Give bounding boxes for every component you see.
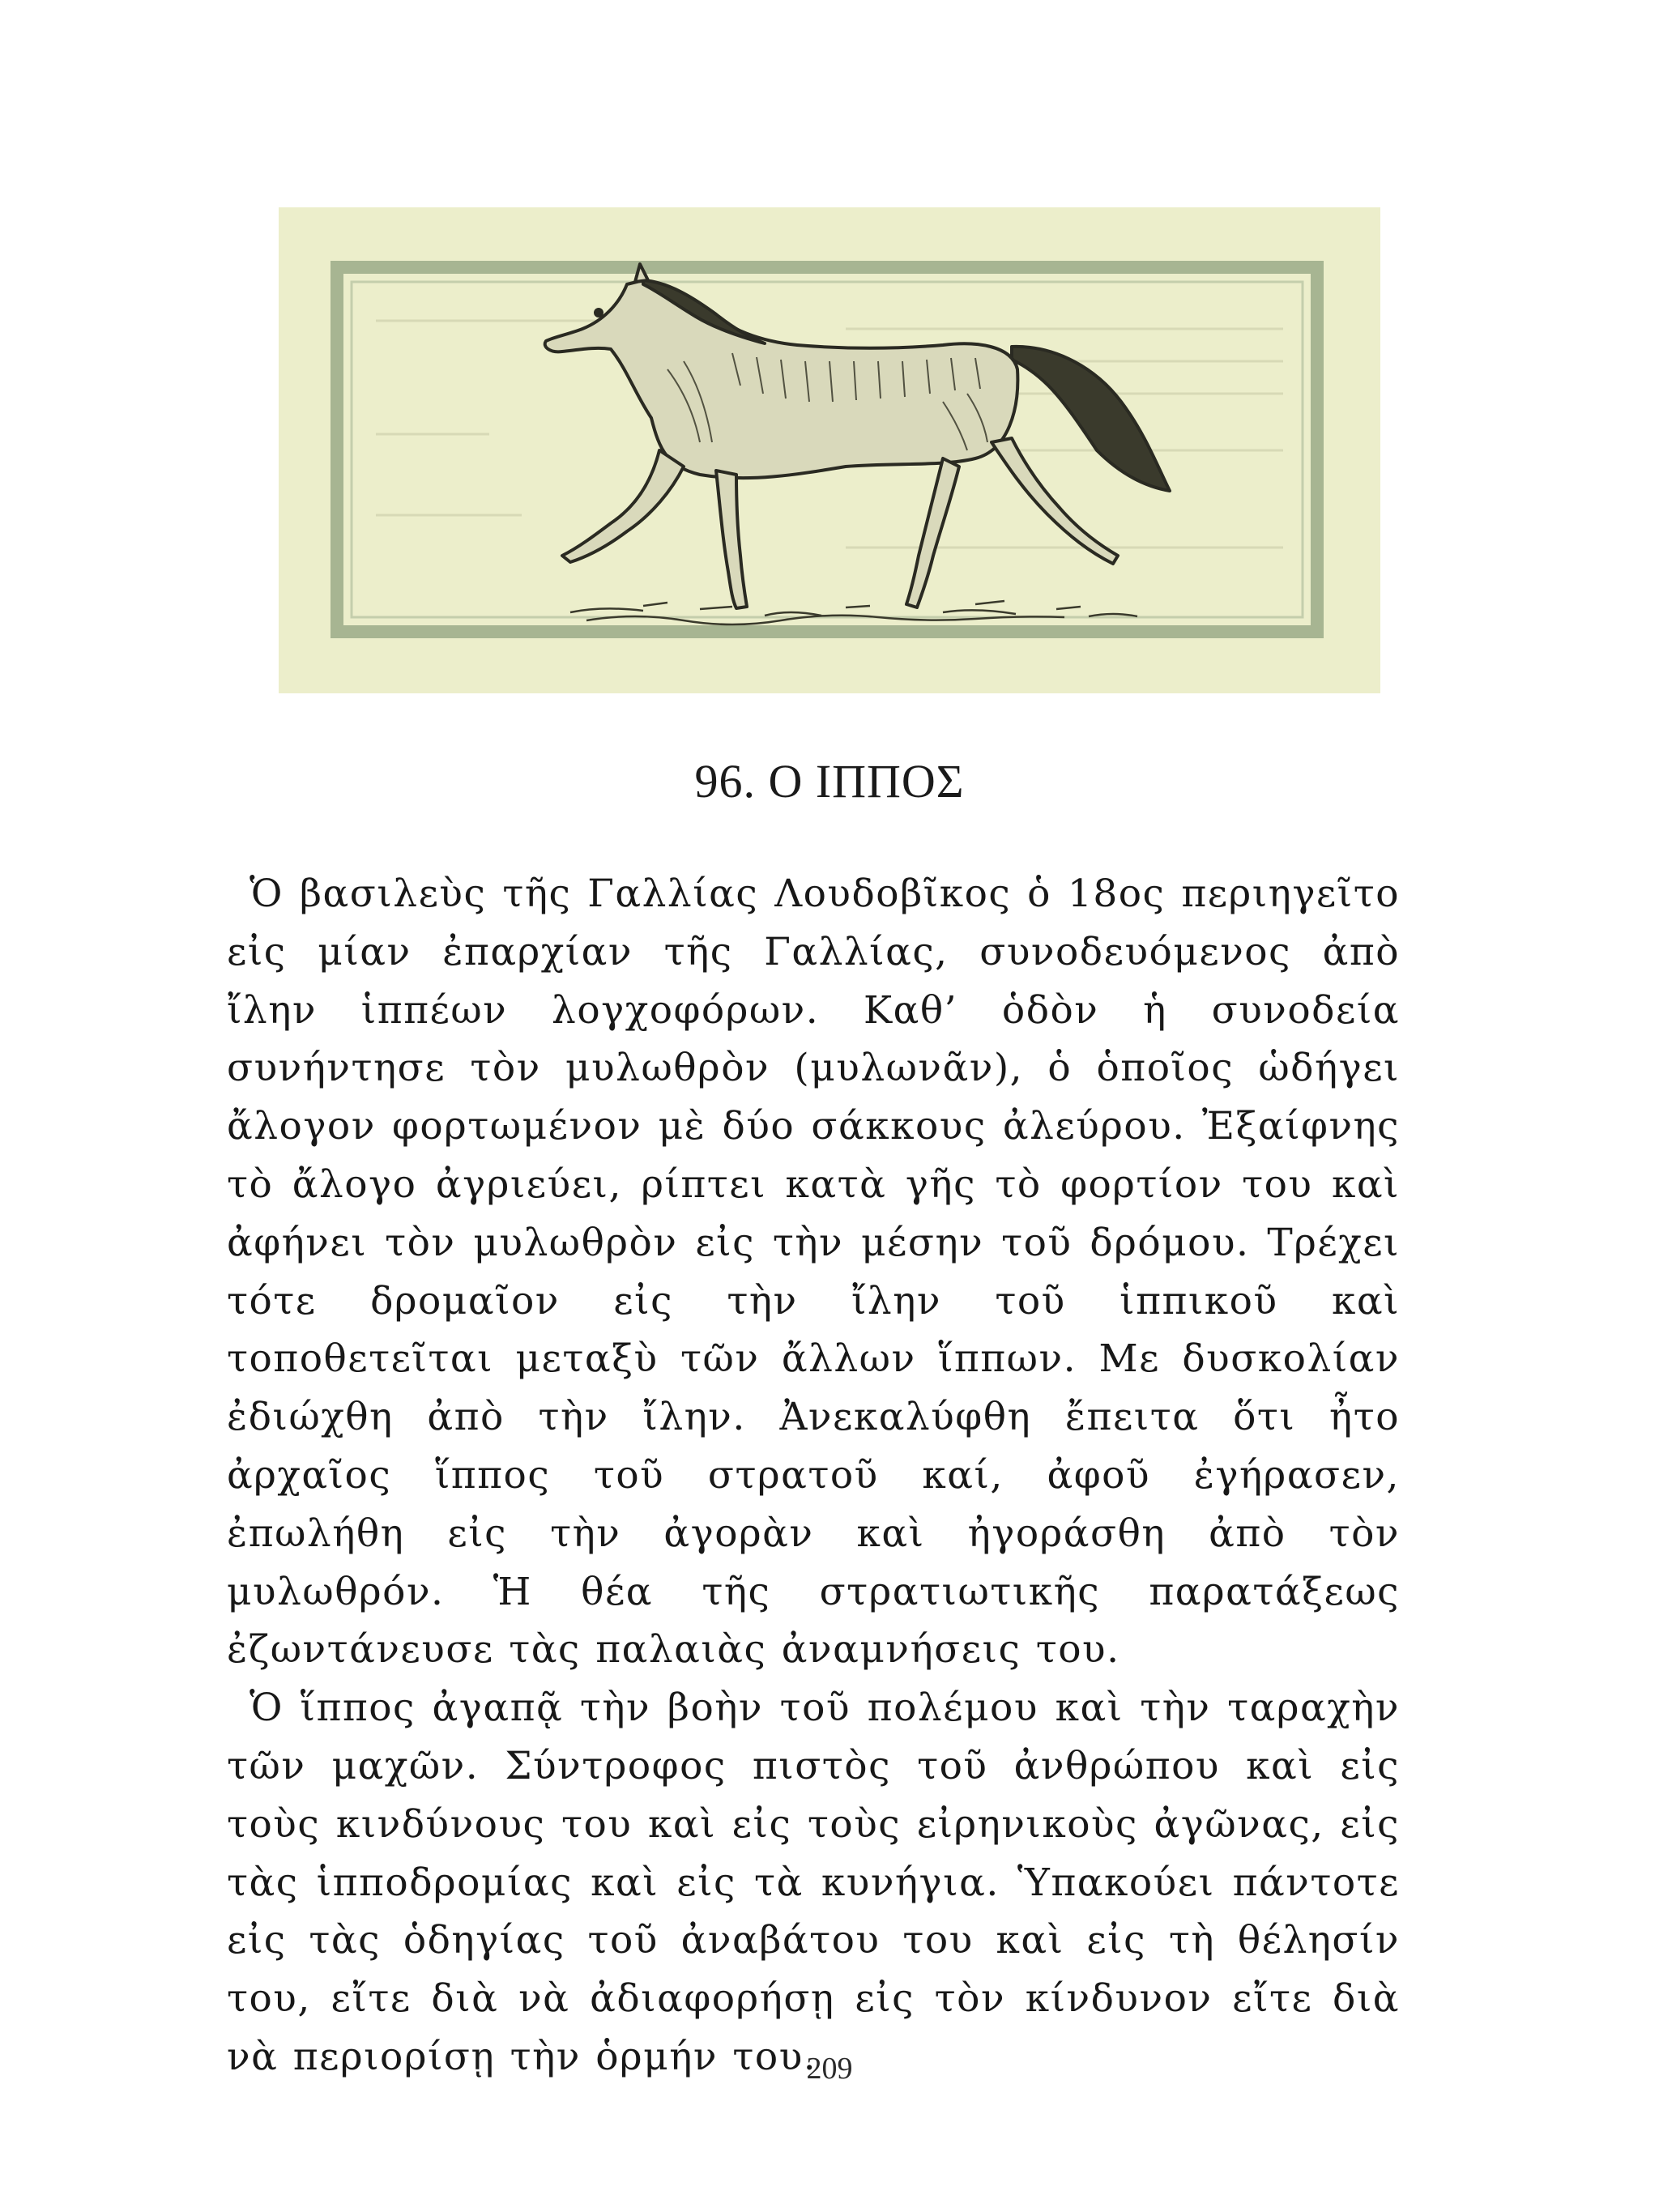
paragraph-1: Ὁ βασιλεὺς τῆς Γαλλίας Λουδοβῖκος ὁ 18ος περιηγεῖτο εἰς μίαν ἐπαρχίαν τῆς Γαλλίας, συνοδευόμενος ἀπὸ ἴλην ἱππέων λογχοφόρων. Καθ’ ὁδὸν ἡ συνοδεία συνήντησε τὸν μυλωθρὸν (μυλωνᾶν), ὁ ὁποῖος ὡδήγει ἄλογον φορτωμένον μὲ δύο σάκκους ἀλεύρου. Ἐξαίφνης τὸ ἄλογο ἀγριεύει, ρίπτει κατὰ γῆς τὸ φορτίον του καὶ ἀφήνει τὸν μυλωθρὸν εἰς τὴν μέσην τοῦ δρόμου. Τρέχει τότε δρομαῖον εἰς τὴν ἴλην τοῦ ἱππικοῦ καὶ τοποθετεῖται μεταξὺ τῶν ἄλλων ἵππων. Με δυσκολίαν ἐδιώχθη ἀπὸ τὴν ἴλην. Ἀνεκαλύφθη ἔπειτα ὅτι ἦτο ἀρχαῖος ἵππος τοῦ στρατοῦ καί, ἀφοῦ ἐγήρασεν, ἐπωλήθη εἰς τὴν ἀγορὰν καὶ ἠγοράσθη ἀπὸ τὸν μυλωθρόν. Ἡ θέα τῆς στρατιωτικῆς παρατάξεως ἐζωντάνευσε τὰς παλαιὰς ἀναμνήσεις του.	[227, 872, 1400, 1673]
horse-engraving-svg	[279, 207, 1380, 693]
chapter-title: 96. Ο ΙΠΠΟΣ	[694, 755, 965, 808]
horse-illustration	[279, 207, 1380, 693]
page-number: 209	[806, 2052, 853, 2086]
paragraph-2: Ὁ ἵππος ἀγαπᾷ τὴν βοὴν τοῦ πολέμου καὶ τὴν ταραχὴν τῶν μαχῶν. Σύντροφος πιστὸς τοῦ ἀνθρώπου καὶ εἰς τοὺς κινδύνους του καὶ εἰς τοὺς εἰρηνικοὺς ἀγῶνας, εἰς τὰς ἱπποδρομίας καὶ εἰς τὰ κυνήγια. Ὑπακούει πάντοτε εἰς τὰς ὁδηγίας τοῦ ἀναβάτου του καὶ εἰς τὴ θέλησίν του, εἴτε διὰ νὰ ἀδιαφορήσῃ εἰς τὸν κίνδυνον εἴτε διὰ νὰ περιορίσῃ τὴν ὁρμήν του.	[227, 1686, 1400, 2079]
horse-eye	[595, 309, 602, 316]
body-text	[227, 865, 1400, 2086]
